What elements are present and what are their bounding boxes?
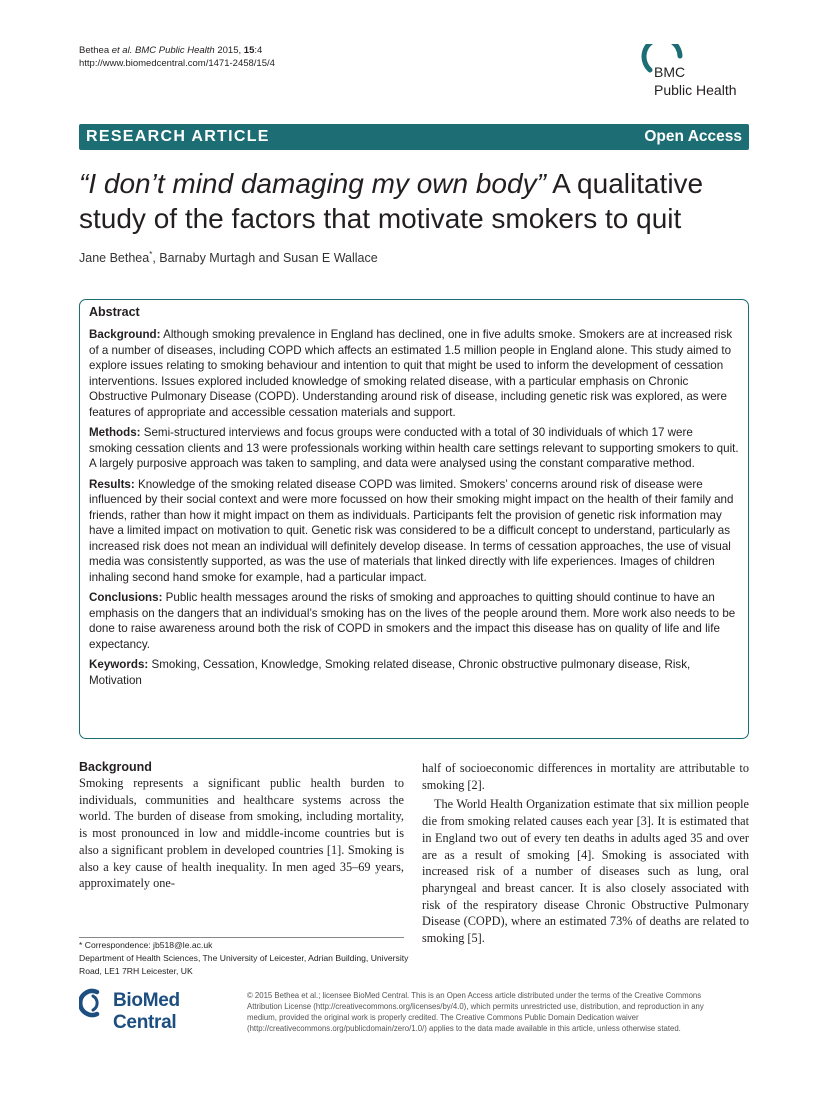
article-type-label: RESEARCH ARTICLE — [86, 128, 270, 145]
abstract-section-text: Semi-structured interviews and focus groups were conducted with a total of 30 individuals of which 17 were smoking cessation clients and 13 were professionals working within health care settings relevant to supporting smokers to quit. A largely purposive approach was taken to sampling, and data were analysed using the constant comparative method. — [89, 426, 739, 470]
abstract-keywords — [89, 657, 739, 688]
article-url[interactable]: http://www.biomedcentral.com/1471-2458/15/4 — [79, 58, 275, 69]
abstract-section-text: Knowledge of the smoking related disease COPD was limited. Smokers’ concerns around risk of disease were influenced by their social context and were more focussed on how their smoking might impact on the health of their family and friends, rather than how it might impact on them as individuals. Participants felt the provision of genetic risk information may have a limited impact on motivation to quit. Genetic risk was considered to be a difficult concept to understand, particularly as increased risk does not mean an individual will definitely develop disease. In terms of cessation approaches, the use of visual media was consistently supported, as was the use of materials that linked directly with life experiences. Images of children inhaling second hand smoke for example, had a particular impact. — [89, 477, 734, 584]
abstract-section-label: Methods: — [89, 426, 141, 439]
citation-line — [79, 44, 275, 57]
journal-logo-line1: BMC — [654, 64, 686, 80]
citation-journal: et al. BMC Public Health — [111, 45, 215, 56]
article-type-banner — [79, 124, 749, 150]
journal-logo-line2: Public Health — [654, 82, 737, 98]
abstract-section-text: Smoking, Cessation, Knowledge, Smoking related disease, Chronic obstructive pulmonary disease, Risk, Motivation — [89, 658, 691, 687]
author-list — [79, 250, 378, 265]
abstract-section-label: Results: — [89, 477, 135, 491]
abstract-section-text: Although smoking prevalence in England has declined, one in five adults smoke. Smokers are at increased risk of a number of diseases, including COPD which affects an estimated 1.5 million people in England alone. This study aimed to explore issues relating to smoking behaviour and intention to quit that might be used to inform the development of cessation interventions. Issues explored included knowledge of smoking related disease, with a particular emphasis on Chronic Obstructive Pulmonary Disease (COPD). Understanding around risk of disease, including genetic risk was explored, as were features of appropriate and accessible cessation materials and support. — [89, 328, 733, 419]
publisher-logo — [79, 988, 239, 1033]
abstract-results — [89, 477, 739, 586]
author-rest: , Barnaby Murtagh and Susan E Wallace — [152, 251, 378, 266]
footnote-divider — [79, 937, 404, 938]
body-paragraph: half of socioeconomic differences in mortality are attributable to smoking [2]. — [422, 761, 749, 792]
license-statement: © 2015 Bethea et al.; licensee BioMed Central. This is an Open Access article distributed under the terms of the Creative Commons Attribution License (http://creativecommons.org/licenses/by/4.0), which permits unrestricted use, distribution, and reproduction in any medium, provided the original work is properly credited. The Creative Commons Public Domain Dedication waiver (http://creativecommons.org/publicdomain/zero/1.0/) applies to the data made available in this article, unless otherwise stated. — [247, 991, 704, 1033]
body-paragraph: The World Health Organization estimate that six million people die from smoking related causes each year [3]. It is estimated that in England two out of every ten deaths in adults aged 35 and over are as a result of smoking [4]. Smoking is associated with increased risk of a number of diseases such as lung, oral pharyngeal and breast cancer. It is also closely associated with risk of the respiratory disease Chronic Obstructive Pulmonary Disease (COPD), where an estimated 73% of deaths are related to smoking [5]. — [422, 797, 749, 946]
title-rest: A qualitative study of the factors that motivate smokers to quit — [79, 168, 704, 234]
publisher-logo-text: BioMed Central — [113, 990, 180, 1033]
abstract-heading: Abstract — [89, 305, 140, 319]
body-column-right — [422, 760, 749, 947]
citation-year: 2015, — [214, 45, 244, 56]
abstract-box — [79, 299, 749, 739]
biomed-central-logo-icon — [79, 988, 111, 1018]
abstract-background — [89, 327, 739, 420]
citation-issue: :4 — [254, 45, 263, 56]
title-quote: “I don’t mind damaging my own body” — [79, 168, 546, 199]
affiliation: Department of Health Sciences, The University of Leicester, Adrian Building, University Road, LE1 7RH Leicester, UK — [79, 953, 409, 976]
abstract-conclusions — [89, 590, 739, 652]
body-paragraph: Smoking represents a significant public health burden to individuals, communities and healthcare systems across the world. The burden of disease from smoking, including mortality, is most pronounced in low and middle-income countries but is also a significant problem in developed countries [1]. Smoking is also a key cause of health inequality. In men aged 35–69 years, approximately one- — [79, 776, 404, 891]
citation-header — [79, 44, 275, 70]
article-title — [79, 166, 769, 236]
corresponding-mark: * — [149, 250, 153, 259]
citation-volume: 15 — [243, 45, 255, 56]
section-heading-background: Background — [79, 760, 152, 774]
abstract-section-label: Conclusions: — [89, 591, 163, 604]
body-column-left — [79, 760, 404, 892]
footnote — [79, 939, 409, 978]
author-first: Jane Bethea — [79, 251, 150, 266]
abstract-section-label: Keywords: — [89, 658, 149, 671]
citation-author: Bethea — [79, 45, 112, 56]
journal-logo — [638, 44, 753, 104]
abstract-section-text: Public health messages around the risks of smoking and approaches to quitting should continue to have an emphasis on the dangers that an individual’s smoking has on the lives of the people around them. More work also needs to be done to raise awareness around both the risk of COPD in smokers and the impact this disease has on quality of life and life expectancy. — [89, 591, 736, 651]
correspondence-email[interactable]: * Correspondence: jb518@le.ac.uk — [79, 940, 213, 950]
abstract-section-label: Background: — [89, 328, 161, 341]
abstract-methods — [89, 425, 739, 472]
open-access-label: Open Access — [644, 128, 742, 145]
